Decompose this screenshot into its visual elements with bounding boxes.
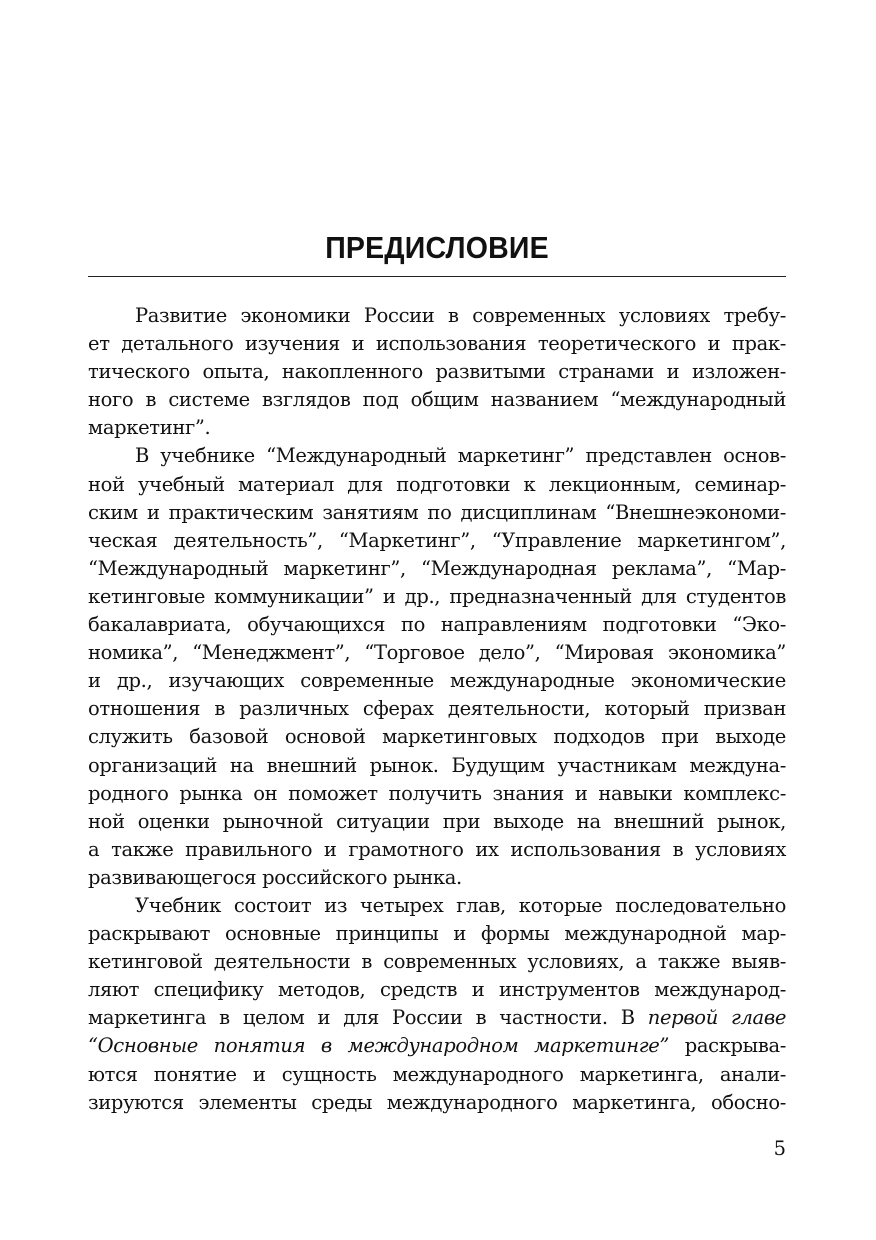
text-line: Развитие экономики России в современных условиях требу- — [135, 304, 786, 327]
text-line: ским и практическим занятиям по дисциплинам “Внешнеэкономи- — [88, 500, 786, 524]
text-line: бакалавриата, обучающихся по направлениям подготовки “Эко- — [88, 613, 786, 637]
text-fragment: маркетинга в целом и для России в частности. В — [88, 1006, 648, 1030]
text-line: ного в системе взглядов под общим названием “международный — [88, 388, 786, 412]
text-line: родного рынка он поможет получить знания и навыки комплекс- — [88, 781, 786, 805]
text-line — [88, 1004, 786, 1032]
text-line: Учебник состоит из четырех глав, которые последовательно — [135, 893, 786, 917]
text-line: раскрывают основные принципы и формы международной мар- — [88, 922, 786, 946]
italic-fragment: первой главе — [647, 1006, 787, 1030]
page-number: 5 — [773, 1137, 786, 1160]
text-line: отношения в различных сферах деятельности, который призван — [88, 697, 786, 721]
page-title: ПРЕДИСЛОВИЕ — [325, 230, 549, 265]
body-text — [88, 302, 786, 1117]
text-line: номика”, “Менеджмент”, “Торговое дело”, “Мировая экономика” — [88, 641, 786, 665]
text-line: тического опыта, накопленного развитыми странами и изложен- — [88, 360, 786, 384]
text-line: организаций на внешний рынок. Будущим участникам междуна- — [88, 753, 786, 777]
text-fragment: раскрыва- — [684, 1034, 786, 1058]
text-line: “Международный маркетинг”, “Международная реклама”, “Мар- — [88, 556, 786, 580]
text-line: ной учебный материал для подготовки к лекционным, семинар- — [88, 472, 786, 496]
text-line: В учебнике “Международный маркетинг” представлен основ- — [135, 444, 786, 468]
text-line: маркетинг”. — [88, 416, 211, 440]
text-line: ются понятие и сущность международного маркетинга, анали- — [88, 1062, 786, 1086]
text-line: ческая деятельность”, “Маркетинг”, “Управление маркетингом”, — [88, 528, 786, 552]
text-line: кетинговой деятельности в современных условиях, а также выяв- — [88, 950, 786, 974]
text-line: ной оценки рыночной ситуации при выходе на внешний рынок, — [88, 809, 786, 833]
text-line: ляют специфику методов, средств и инструментов международ- — [88, 978, 786, 1002]
text-line: развивающегося российского рынка. — [88, 865, 462, 889]
text-line: а также правильного и грамотного их использования в условиях — [88, 837, 786, 861]
text-line: кетинговые коммуникации” и др., предназначенный для студентов — [88, 584, 786, 608]
text-line: ет детального изучения и использования теоретического и прак- — [88, 332, 786, 356]
text-line — [88, 1032, 786, 1060]
text-line: зируются элементы среды международного маркетинга, обосно- — [88, 1090, 786, 1114]
text-line: служить базовой основой маркетинговых подходов при выходе — [88, 725, 786, 749]
italic-fragment: “Основные понятия в международном маркетинге” — [88, 1034, 670, 1058]
text-line: и др., изучающих современные международные экономические — [88, 669, 786, 693]
title-divider — [88, 276, 786, 277]
